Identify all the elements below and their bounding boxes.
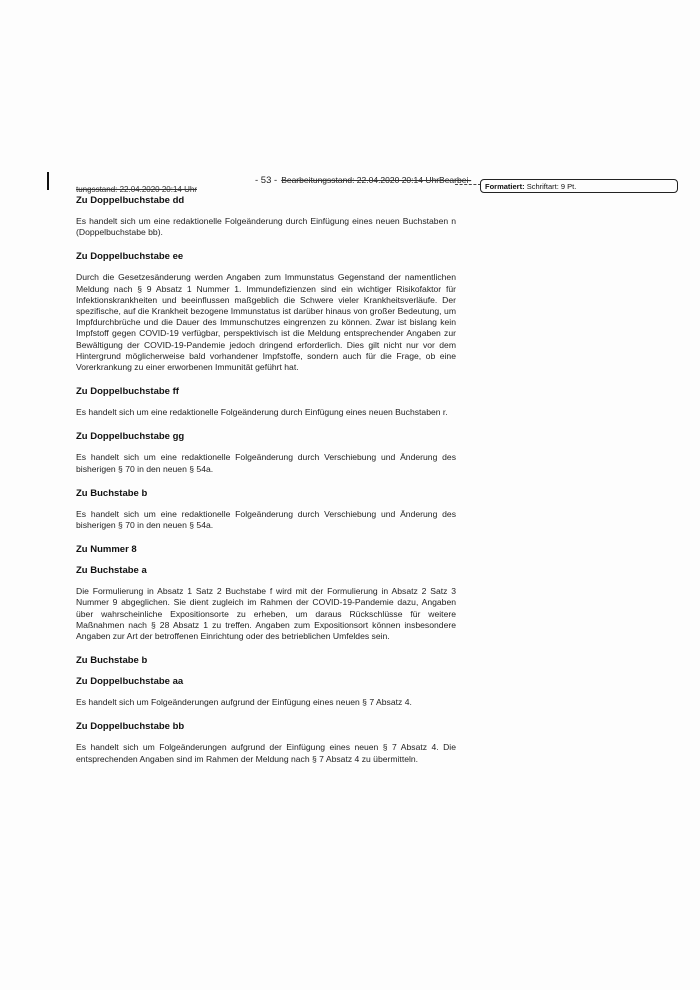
format-value: Schriftart: 9 Pt. [526, 182, 577, 191]
deleted-status-fragment: tungsstand: 22.04.2020 20:14 Uhr [76, 185, 197, 194]
document-body [76, 195, 456, 778]
format-comment-balloon [480, 179, 678, 193]
page-number: - 53 - [255, 175, 278, 186]
section-heading: Zu Doppelbuchstabe aa [76, 676, 184, 688]
section-heading: Zu Doppelbuchstabe gg [76, 431, 185, 443]
section-text: Durch die Gesetzesänderung werden Angaben zum Immunstatus Gegenstand der namentlichen Meldung nach § 9 Absatz 1 Nummer 1. Immundefizienzen sind ein wichtiger Risikofaktor für Infektionskrankheiten und beeinflussen maßgeblich die Schwere vieler Krankheitsverläufe. Der spezifische, auf die Krankheit bezogene Immunstatus ist darüber hinaus von großer Bedeutung, um Impfdurchbrüche und die Dauer des Immunschutzes eingrenzen zu können. Zwar ist bislang kein Impfstoff gegen COVID-19 verfügbar, perspektivisch ist die Meldung entsprechender Angaben zur Bewältigung der COVID-19-Pandemie jedoch dringend erforderlich. Dies gilt nicht nur vor dem Hintergrund möglicherweise bald vorhandener Impfstoffe, sondern auch für die Frage, ob eine Vorerkrankung zu einer erworbenen Immunität geführt hat. [76, 272, 456, 373]
section-text: Es handelt sich um eine redaktionelle Folgeänderung durch Einfügung eines neuen Buchstaben r. [76, 407, 448, 418]
comment-connector-line [455, 184, 481, 185]
page-header [255, 175, 471, 186]
section-heading: Zu Doppelbuchstabe ff [76, 386, 179, 398]
format-label: Formatiert: [485, 182, 525, 191]
deleted-status-text: Bearbeitungsstand: 22.04.2020 20:14 Uhr [281, 175, 440, 185]
section-heading: Zu Doppelbuchstabe dd [76, 195, 185, 206]
section-heading: Zu Nummer 8 [76, 544, 137, 556]
section-heading: Zu Doppelbuchstabe bb [76, 721, 185, 733]
section-text: Es handelt sich um eine redaktionelle Folgeänderung durch Verschiebung und Änderung des bisherigen § 70 in den neuen § 54a. [76, 452, 456, 474]
section-text: Die Formulierung in Absatz 1 Satz 2 Buchstabe f wird mit der Formulierung in Absatz 2 Satz 3 Nummer 9 abgeglichen. Sie dient zugleich im Rahmen der COVID-19-Pandemie dazu, Angaben über wahrscheinliche Expositionsorte zu erheben, um daraus Rückschlüsse für weitere Maßnahmen nach § 28 Absatz 1 zu treffen. Angaben zum Expositionsort können insbesondere Angaben zur Art der betroffenen Einrichtung oder des betrieblichen Umfeldes sein. [76, 586, 456, 642]
change-bar [47, 172, 49, 190]
section-heading: Zu Doppelbuchstabe ee [76, 251, 184, 263]
section-text: Es handelt sich um Folgeänderungen aufgrund der Einfügung eines neuen § 7 Absatz 4. Die entsprechenden Angaben sind im Rahmen der Meldung nach § 7 Absatz 4 zu übermitteln. [76, 742, 456, 764]
section-heading: Zu Buchstabe a [76, 565, 147, 577]
section-text: Es handelt sich um eine redaktionelle Folgeänderung durch Verschiebung und Änderung des bisherigen § 70 in den neuen § 54a. [76, 508, 456, 531]
section-text: Es handelt sich um Folgeänderungen aufgrund der Einfügung eines neuen § 7 Absatz 4. [76, 697, 412, 708]
section-heading: Zu Buchstabe b [76, 655, 148, 667]
deleted-status-tail: Bearbei- [439, 175, 472, 185]
section-heading: Zu Buchstabe b [76, 487, 148, 499]
section-text: Es handelt sich um eine redaktionelle Folgeänderung durch Einfügung eines neuen Buchstaben n (Doppelbuchstabe bb). [76, 216, 456, 238]
